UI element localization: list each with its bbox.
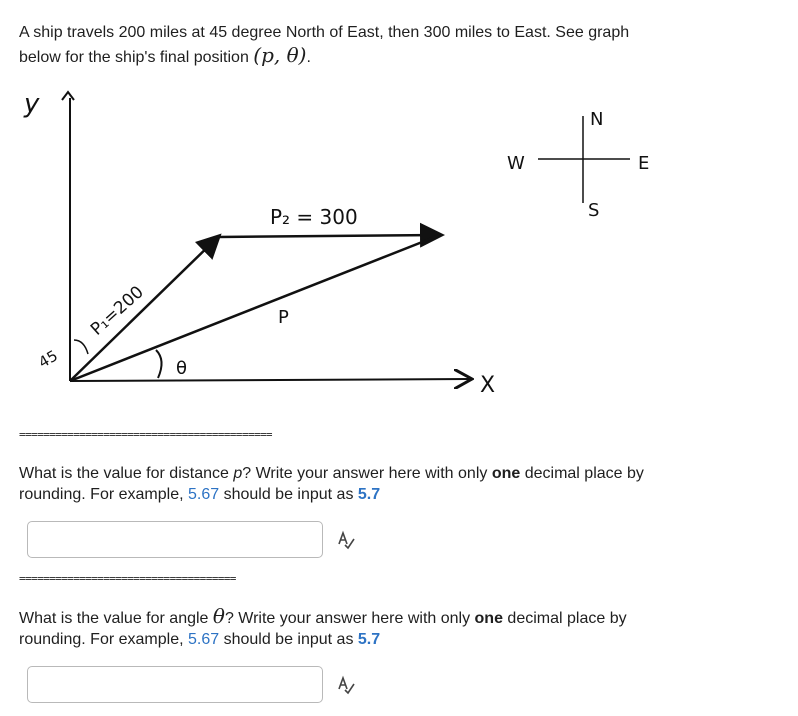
emphasis-word: one xyxy=(474,610,503,627)
angle-45-label: 45 xyxy=(35,346,61,372)
vector-p2 xyxy=(218,235,440,237)
theta-label: θ xyxy=(176,358,188,379)
x-axis-label: X xyxy=(480,373,496,398)
vector-diagram-svg xyxy=(0,78,700,418)
question-distance xyxy=(19,463,679,505)
spell-check-icon[interactable] xyxy=(336,675,356,695)
p2-label: P₂ = 300 xyxy=(270,205,358,229)
theta-arc xyxy=(156,350,162,378)
example-input-value: 5.67 xyxy=(187,631,220,648)
angle-45-arc xyxy=(74,340,88,354)
compass-rose-icon xyxy=(507,109,649,221)
y-axis-label: y xyxy=(24,89,40,119)
question-angle xyxy=(19,606,679,650)
question-text: What is the value for angle xyxy=(19,610,213,627)
question-text: ? Write your answer here with only xyxy=(224,610,475,627)
separator-line: ========================================== xyxy=(19,428,272,441)
compass-south-label: S xyxy=(588,200,600,221)
x-axis xyxy=(70,379,470,381)
angle-answer-input[interactable] xyxy=(27,666,323,703)
distance-answer-input[interactable] xyxy=(27,521,323,558)
vector-p1 xyxy=(70,237,218,381)
problem-statement xyxy=(19,22,659,69)
example-rounded-value: 5.7 xyxy=(357,486,381,503)
question-text: What is the value for distance xyxy=(19,465,234,482)
vector-diagram xyxy=(0,78,700,418)
spell-check-icon[interactable] xyxy=(336,530,356,550)
emphasis-word: one xyxy=(491,465,521,482)
compass-east-label: E xyxy=(638,153,650,174)
problem-period: . xyxy=(306,49,311,66)
variable-p: p xyxy=(233,465,243,482)
variable-theta: θ xyxy=(212,604,225,628)
question-text: decimal place by rounding. For example, xyxy=(19,610,627,648)
example-input-value: 5.67 xyxy=(187,486,220,503)
problem-text: A ship travels 200 miles at 45 degree North of East, then 300 miles to East. See graph below for the ship's final position xyxy=(19,24,630,66)
p-label: P xyxy=(278,307,289,328)
position-symbol: (p, θ) xyxy=(253,43,307,67)
p1-label: P₁=200 xyxy=(86,282,148,340)
question-text: ? Write your answer here with only xyxy=(242,465,492,482)
question-text: should be input as xyxy=(219,631,358,648)
y-axis-arrow-icon xyxy=(62,92,74,100)
question-text: decimal place by rounding. For example, xyxy=(19,465,644,503)
compass-west-label: W xyxy=(507,153,525,174)
compass-north-label: N xyxy=(590,109,604,130)
question-text: should be input as xyxy=(219,486,358,503)
separator-line: ==================================== xyxy=(19,572,236,585)
example-rounded-value: 5.7 xyxy=(357,631,381,648)
